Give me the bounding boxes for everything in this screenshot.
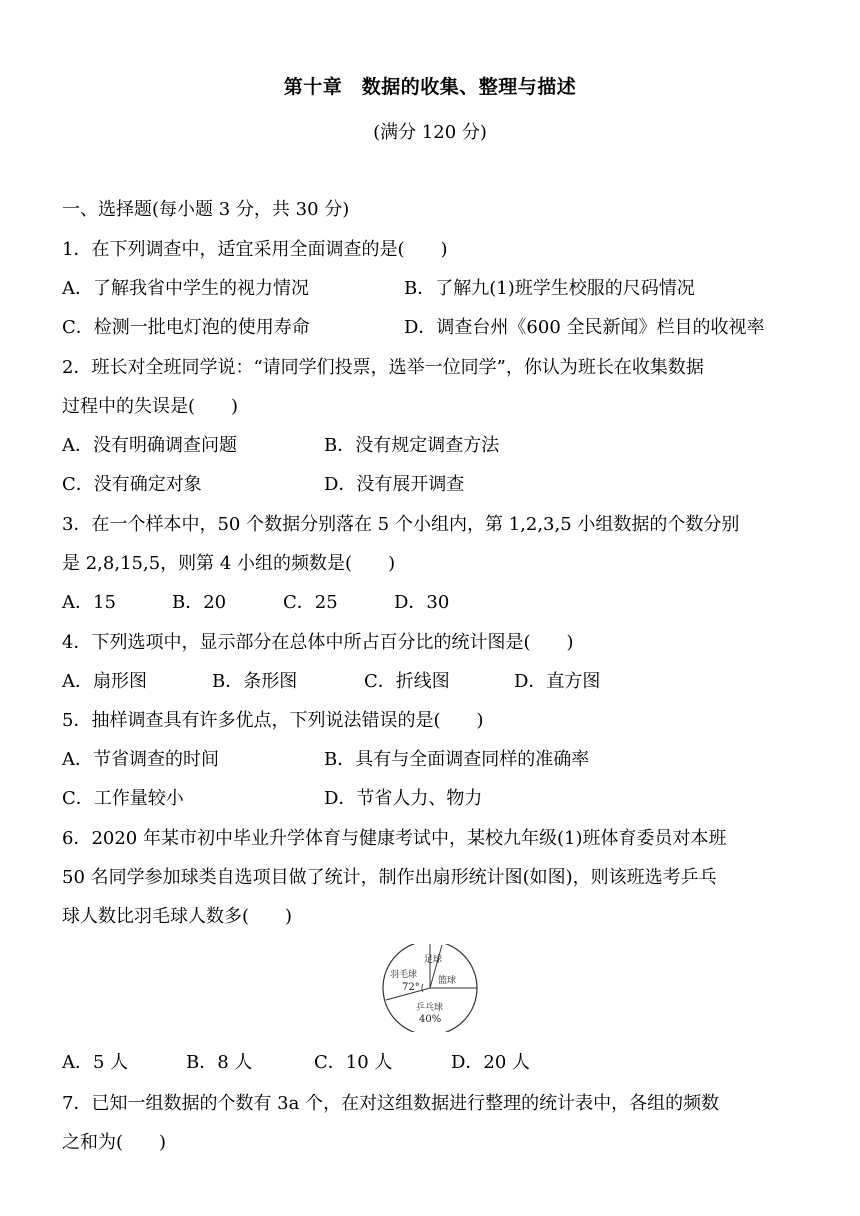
question-2-stem-line-1: 2．班长对全班同学说：“请同学们投票，选举一位同学”，你认为班长在收集数据 (62, 357, 704, 378)
section-heading: 一、选择题(每小题 3 分，共 30 分) (62, 199, 350, 220)
question-3-stem-line-2: 是 2,8,15,5，则第 4 小组的频数是( ) (62, 553, 396, 574)
question-5-option-d: D．节省人力、物力 (324, 788, 483, 809)
question-6-option-a: A．5 人 (62, 1052, 129, 1073)
question-2-option-c: C．没有确定对象 (62, 474, 202, 495)
question-4-option-d: D．直方图 (514, 671, 601, 692)
pie-value-pingpong: 40% (419, 1014, 442, 1025)
page-subtitle: (满分 120 分) (373, 122, 487, 143)
question-4-option-c: C．折线图 (364, 671, 450, 692)
question-4-option-a: A．扇形图 (62, 671, 147, 692)
question-3-option-b: B．20 (172, 592, 227, 613)
pie-label-basketball: 篮球 (438, 976, 457, 986)
question-6-stem-line-1: 6．2020 年某市初中毕业升学体育与健康考试中，某校九年级(1)班体育委员对本班 (62, 828, 727, 849)
pie-label-badminton: 羽毛球 (390, 970, 418, 980)
question-1-option-c: C．检测一批电灯泡的使用寿命 (62, 317, 310, 338)
question-5-option-a: A．节省调查的时间 (62, 749, 219, 770)
question-3-option-c: C．25 (283, 592, 338, 613)
question-6-stem-line-3: 球人数比羽毛球人数多( ) (62, 906, 293, 927)
question-5-option-b: B．具有与全面调查同样的准确率 (324, 749, 590, 770)
question-2-option-b: B．没有规定调查方法 (324, 435, 500, 456)
question-7-stem-line-2: 之和为( ) (62, 1132, 167, 1153)
question-3-option-a: A．15 (62, 592, 116, 613)
question-4-stem: 4．下列选项中，显示部分在总体中所占百分比的统计图是( ) (62, 632, 574, 653)
question-2-stem-line-2: 过程中的失误是( ) (62, 396, 239, 417)
pie-value-badminton: 72° (402, 982, 420, 993)
question-5-stem: 5．抽样调查具有许多优点，下列说法错误的是( ) (62, 710, 484, 731)
question-1-option-d: D．调查台州《600 全民新闻》栏目的收视率 (404, 317, 765, 338)
question-3-stem-line-1: 3．在一个样本中，50 个数据分别落在 5 个小组内，第 1,2,3,5 小组数据的个数分别 (62, 514, 740, 535)
question-6-option-d: D．20 人 (451, 1052, 531, 1073)
pie-chart-svg (380, 944, 480, 1032)
question-1-stem: 1．在下列调查中，适宜采用全面调查的是( ) (62, 239, 448, 260)
question-4-option-b: B．条形图 (212, 671, 298, 692)
question-2-option-d: D．没有展开调查 (324, 474, 465, 495)
question-6-option-c: C．10 人 (314, 1052, 393, 1073)
pie-chart (380, 944, 480, 1032)
question-6-stem-line-2: 50 名同学参加球类自选项目做了统计，制作出扇形统计图(如图)，则该班选考乒乓 (62, 867, 717, 888)
question-1-option-b: B．了解九(1)班学生校服的尺码情况 (404, 278, 695, 299)
question-6-option-b: B．8 人 (186, 1052, 253, 1073)
question-2-option-a: A．没有明确调查问题 (62, 435, 237, 456)
page-title: 第十章 数据的收集、整理与描述 (283, 76, 577, 98)
pie-label-pingpong: 乒乓球 (416, 1003, 444, 1013)
question-1-option-a: A．了解我省中学生的视力情况 (62, 278, 309, 299)
pie-label-soccer: 足球 (424, 955, 443, 965)
question-5-option-c: C．工作量较小 (62, 788, 184, 809)
question-7-stem-line-1: 7．已知一组数据的个数有 3a 个，在对这组数据进行整理的统计表中，各组的频数 (62, 1093, 720, 1114)
question-3-option-d: D．30 (394, 592, 450, 613)
